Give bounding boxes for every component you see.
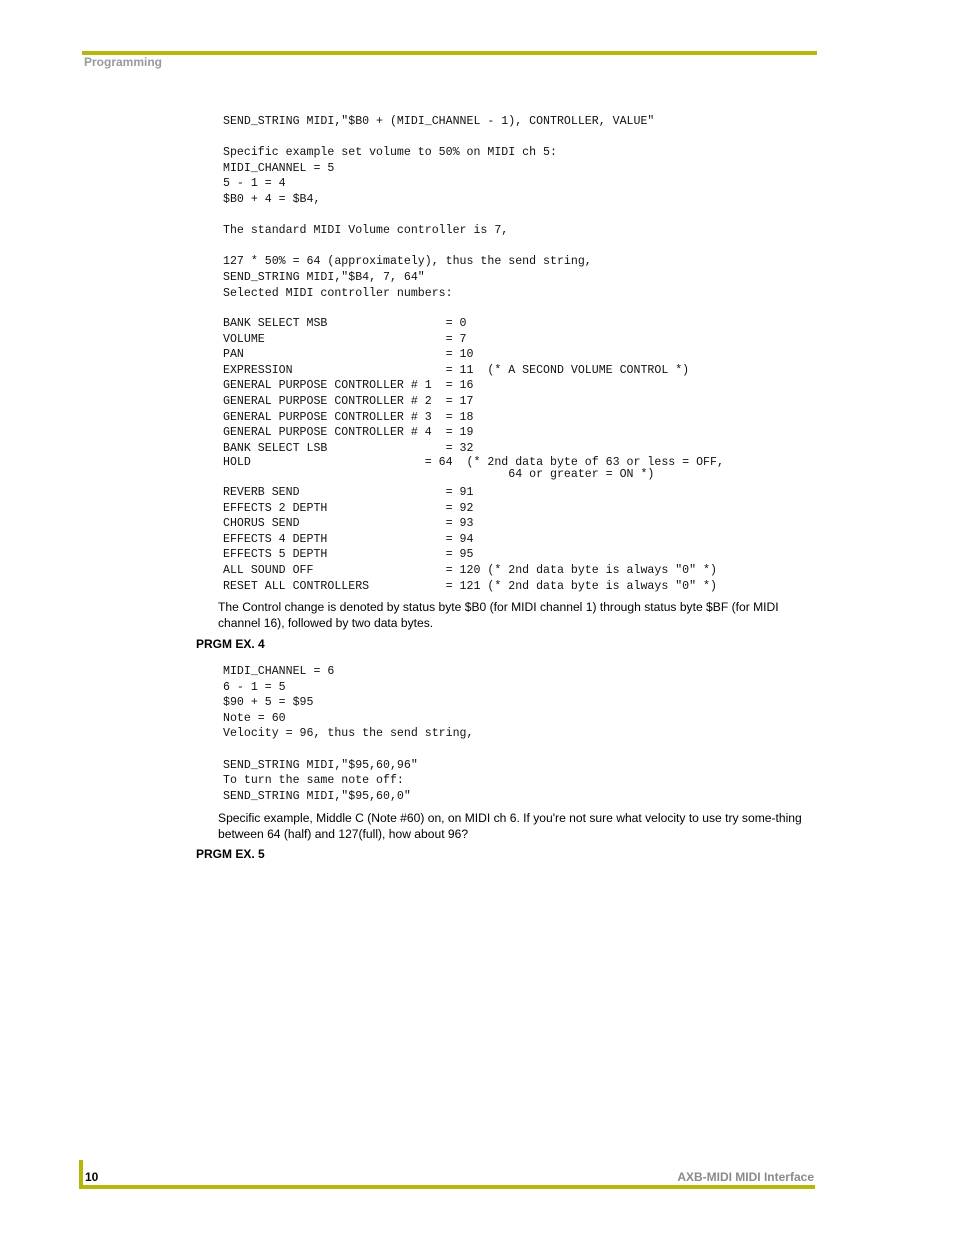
- code-block-hold: HOLD = 64 (* 2nd data byte of 63 or less = OFF, 64 or greater = ON *): [223, 456, 724, 482]
- footer-doc-title: AXB-MIDI MIDI Interface: [677, 1170, 814, 1184]
- heading-prgm-ex-5: PRGM EX. 5: [196, 847, 265, 861]
- header-rule: [82, 51, 817, 55]
- page-number: 10: [85, 1170, 99, 1184]
- footer-rule: [82, 1185, 815, 1189]
- code-block-controller-list-2: REVERB SEND = 91 EFFECTS 2 DEPTH = 92 CHORUS SEND = 93 EFFECTS 4 DEPTH = 94 EFFECTS 5 DEPTH = 95 ALL SOUND OFF = 120 (* 2nd data byte is always "0" *) RESET ALL CONTROLLERS = 121 (* 2nd data byte is always "0" *): [223, 486, 717, 593]
- paragraph-control-change: The Control change is denoted by status byte $B0 (for MIDI channel 1) through status byte $BF (for MIDI channel 16), followed by two data bytes.: [218, 600, 779, 630]
- code-block-controller-list: BANK SELECT MSB = 0 VOLUME = 7 PAN = 10 EXPRESSION = 11 (* A SECOND VOLUME CONTROL *) GENERAL PURPOSE CONTROLLER # 1 = 16 GENERAL PURPOSE CONTROLLER # 2 = 17 GENERAL PURPOSE CONTROLLER # 3 = 18 GENERAL PURPOSE CONTROLLER # 4 = 19 BANK SELECT LSB = 32: [223, 317, 690, 455]
- code-block-note-on: MIDI_CHANNEL = 6 6 - 1 = 5 $90 + 5 = $95 Note = 60 Velocity = 96, thus the send string, SEND_STRING MIDI,"$95,60,96" To turn the same note off: SEND_STRING MIDI,"$95,60,0": [223, 665, 474, 803]
- section-header: Programming: [84, 55, 163, 69]
- heading-prgm-ex-4: PRGM EX. 4: [196, 637, 265, 651]
- code-block-send-string: SEND_STRING MIDI,"$B0 + (MIDI_CHANNEL - 1), CONTROLLER, VALUE" Specific example set volume to 50% on MIDI ch 5: MIDI_CHANNEL = 5 5 - 1 = 4 $B0 + 4 = $B4, The standard MIDI Volume controller is 7, 127 * 50% = 64 (approximately), thus the send string, SEND_STRING MIDI,"$B4, 7, 64" Selected MIDI controller numbers:: [223, 115, 655, 300]
- paragraph-middle-c: Specific example, Middle C (Note #60) on, on MIDI ch 6. If you're not sure what velocity to use try some-thing between 64 (half) and 127(full), how about 96?: [218, 811, 802, 841]
